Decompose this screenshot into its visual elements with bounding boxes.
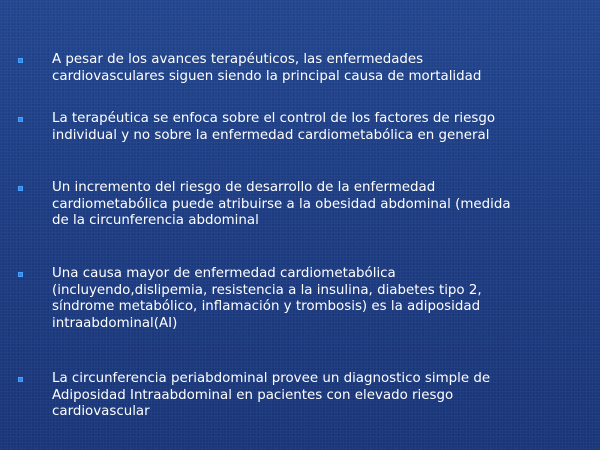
- bullet-text: Un incremento del riesgo de desarrollo de la enfermedad cardiometabólica puede atribuirse a la obesidad abdominal (medida de la circunferencia abdominal: [52, 180, 511, 228]
- square-bullet-icon: [18, 186, 23, 191]
- bullet-item-5: [18, 371, 578, 421]
- bullet-text: A pesar de los avances terapéuticos, las enfermedades cardiovasculares siguen siendo la principal causa de mortalidad: [52, 52, 482, 84]
- bullet-item-2: [18, 111, 578, 144]
- square-bullet-icon: [18, 272, 23, 277]
- bullet-text: La terapéutica se enfoca sobre el control de los factores de riesgo individual y no sobre la enfermedad cardiometabólica en general: [52, 111, 496, 143]
- bullet-item-3: [18, 180, 578, 230]
- bullet-item-4: [18, 266, 578, 332]
- bullet-text: La circunferencia periabdominal provee un diagnostico simple de Adiposidad Intraabdominal en pacientes con elevado riesgo cardiovascular: [52, 371, 491, 419]
- square-bullet-icon: [18, 377, 23, 382]
- square-bullet-icon: [18, 117, 23, 122]
- bullet-text: Una causa mayor de enfermedad cardiometabólica (incluyendo,dislipemia, resistencia a la insulina, diabetes tipo 2, síndrome metabólico, inflamación y trombosis) es la adiposidad intraabdominal(AI): [52, 266, 482, 331]
- square-bullet-icon: [18, 58, 23, 63]
- bullet-item-1: [18, 52, 578, 85]
